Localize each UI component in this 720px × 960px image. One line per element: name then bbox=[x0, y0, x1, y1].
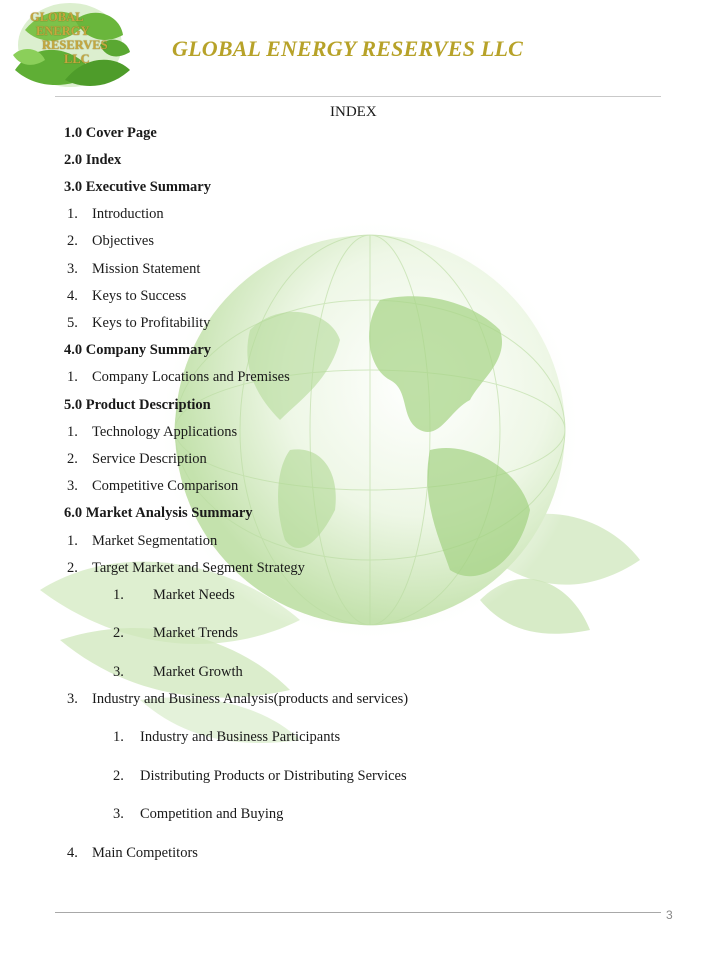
toc-item-label: Market Segmentation bbox=[92, 533, 218, 549]
toc-item-label: Technology Applications bbox=[92, 424, 238, 440]
toc-item-number: 4. bbox=[67, 845, 78, 861]
toc-item-number: 1. bbox=[113, 729, 124, 745]
toc-item-number: 2. bbox=[113, 625, 124, 641]
toc-item-number: 1. bbox=[113, 587, 124, 603]
company-name: GLOBAL ENERGY RESERVES LLC bbox=[172, 36, 523, 61]
toc-item-number: 3. bbox=[113, 806, 124, 822]
toc-item-number: 5. bbox=[67, 315, 78, 331]
toc-section-index[interactable]: 2.0 Index bbox=[64, 152, 122, 168]
toc-section-executive[interactable]: 3.0 Executive Summary bbox=[64, 179, 211, 195]
toc-item-label: Main Competitors bbox=[92, 845, 198, 861]
logo-line: LLC bbox=[64, 52, 90, 66]
toc-item-number: 3. bbox=[67, 478, 78, 494]
toc-item-label: Objectives bbox=[92, 233, 155, 249]
toc-item-label: Introduction bbox=[92, 206, 164, 222]
toc-item-label: Keys to Success bbox=[92, 288, 187, 304]
toc-item-label: Competitive Comparison bbox=[92, 478, 239, 494]
header-divider bbox=[55, 96, 661, 97]
toc-item-number: 2. bbox=[113, 768, 124, 784]
toc-item-number: 1. bbox=[67, 533, 78, 549]
toc-item-label: Competition and Buying bbox=[140, 806, 284, 822]
logo-line: ENERGY bbox=[36, 24, 90, 38]
toc-item-label: Industry and Business Analysis(products and services) bbox=[92, 691, 409, 707]
toc-item-number: 4. bbox=[67, 288, 78, 304]
toc-item-number: 2. bbox=[67, 233, 78, 249]
toc-item-number: 3. bbox=[67, 691, 78, 707]
toc-section-market[interactable]: 6.0 Market Analysis Summary bbox=[64, 505, 253, 521]
toc-item-label: Keys to Profitability bbox=[92, 315, 211, 331]
page-number: 3 bbox=[666, 908, 673, 922]
toc-item-number: 1. bbox=[67, 424, 78, 440]
toc-section-cover[interactable]: 1.0 Cover Page bbox=[64, 125, 157, 141]
toc-section-company[interactable]: 4.0 Company Summary bbox=[64, 342, 212, 358]
toc-item-label: Target Market and Segment Strategy bbox=[92, 560, 305, 576]
toc-item-number: 3. bbox=[113, 664, 124, 680]
logo-wordmark bbox=[28, 10, 132, 66]
toc-item-label: Market Needs bbox=[153, 587, 235, 603]
toc-item-label: Market Growth bbox=[153, 664, 243, 680]
logo-line: RESERVES bbox=[42, 38, 108, 52]
toc-item-label: Market Trends bbox=[153, 625, 238, 641]
index-title: INDEX bbox=[330, 104, 377, 120]
footer-divider bbox=[55, 912, 661, 913]
toc-item-label: Distributing Products or Distributing Services bbox=[140, 768, 407, 784]
toc-item-label: Service Description bbox=[92, 451, 207, 467]
toc-item-label: Industry and Business Participants bbox=[140, 729, 341, 745]
toc-item-label: Company Locations and Premises bbox=[92, 369, 290, 385]
toc-item-number: 1. bbox=[67, 369, 78, 385]
toc-item-number: 3. bbox=[67, 261, 78, 277]
toc-item-label: Mission Statement bbox=[92, 261, 201, 277]
logo-line: GLOBAL bbox=[30, 10, 84, 24]
toc-section-product[interactable]: 5.0 Product Description bbox=[64, 397, 211, 413]
toc-item-number: 2. bbox=[67, 560, 78, 576]
toc-item-number: 2. bbox=[67, 451, 78, 467]
toc-item-number: 1. bbox=[67, 206, 78, 222]
